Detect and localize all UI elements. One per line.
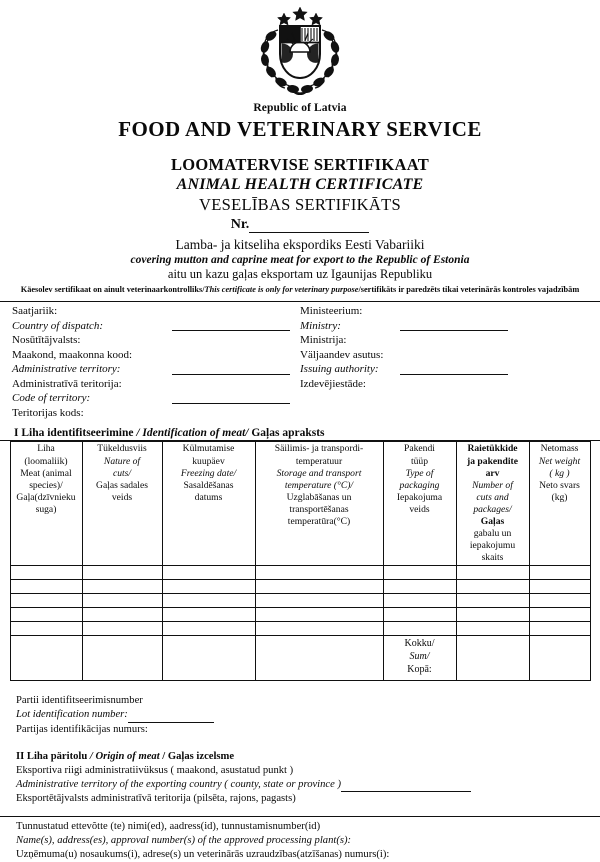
note-lv: /sertifikāts ir paredzēts tikai veterinārās kontroles vajadzībām [358,285,580,294]
issuing-authority-en: Issuing authority: [300,363,379,376]
section-one-heading-lv: Gaļas apraksts [248,427,325,440]
header-line: Säilimis- ja transpordi- [274,443,364,455]
table-cell[interactable] [162,566,255,580]
coat-of-arms-of-latvia-icon [254,4,346,100]
table-cell[interactable] [162,608,255,622]
country-of-dispatch-input[interactable] [172,330,290,331]
header-line: cuts and [476,491,509,503]
subtitle-et: Lamba- ja kitseliha ekspordiks Eesti Vabariiki [175,237,425,252]
issuing-authority-input[interactable] [400,374,508,375]
table-cell[interactable] [529,594,590,608]
note-et: Käesolev sertifikaat on ainult veterinaarkontrolliks/ [20,285,205,294]
country-of-dispatch-et: Saatjariik: [12,305,58,318]
header-line: (loomaliik) [24,455,68,467]
column-header-meat-species [10,442,82,566]
table-cell[interactable] [383,622,456,636]
header-line: Neto svars [539,479,580,491]
ministry-lv: Ministrija: [300,334,347,347]
header-line: ( kg ) [549,467,570,479]
dispatch-left-column [0,304,292,420]
header-line: temperatuur [295,455,343,467]
table-cell[interactable] [456,608,529,622]
country-of-dispatch-lv: Nosūtītājvalsts: [12,334,81,347]
header-line: Raietükkide [467,443,518,455]
administrative-territory-input[interactable] [172,374,290,375]
header-line: packaging [399,479,440,491]
header-line: Liha [37,443,55,455]
note-en: This certificate is only for veterinary purpose [204,285,359,294]
total-label-cell [383,636,456,681]
header-line: ja pakendite [467,455,518,467]
table-footer [10,636,590,681]
table-cell[interactable] [456,566,529,580]
table-cell[interactable] [82,580,162,594]
header-line: Tükeldusviis [97,443,147,455]
origin-territory-et: Eksportiva riigi administratiivüksus ( maakond, asustatud punkt ) [16,765,294,777]
header-line: arv [485,467,500,479]
table-row [10,622,590,636]
column-header-net-weight [529,442,590,566]
origin-territory-en-row [16,778,600,792]
table-cell[interactable] [255,594,383,608]
table-cell[interactable] [529,580,590,594]
total-weight-cell[interactable] [529,636,590,681]
header-line: cuts/ [112,467,132,479]
dispatch-right-column [292,304,600,420]
header-line: Storage and transport [276,467,362,479]
table-cell[interactable] [10,580,82,594]
country-of-dispatch-group [12,304,292,348]
administrative-territory-lv: Administratīvā teritorija: [12,377,122,390]
header-line: Iepakojuma [396,491,443,503]
table-cell[interactable] [82,594,162,608]
issuing-authority-group [300,348,600,392]
plant-name-en: Name(s), address(es), approval number(s) of the approved processing plant(s): [16,834,352,846]
col5-lines [459,443,527,564]
col4-lines [386,443,454,515]
header-line: skaits [481,552,504,564]
subtitle-en: covering mutton and caprine meat for export to the Republic of Estonia [130,254,470,266]
total-blank-4 [255,636,383,681]
table-cell[interactable] [529,608,590,622]
table-row [10,566,590,580]
total-label-et: Kokku/ [404,638,435,650]
col0-lines [13,443,80,515]
table-cell[interactable] [383,566,456,580]
ministry-en: Ministry: [300,319,341,332]
table-total-row [10,636,590,681]
section-two-heading [16,750,600,764]
table-cell[interactable] [10,566,82,580]
table-cell[interactable] [383,594,456,608]
header-line: gabalu un [473,528,512,540]
lot-number-input[interactable] [128,713,214,723]
table-cell[interactable] [529,622,590,636]
section-two-heading-et: II Liha päritolu [16,750,90,762]
service-title: FOOD AND VETERINARY SERVICE [118,117,482,141]
header-line: Gaļas [480,515,505,527]
header-line: Pakendi [404,443,435,455]
table-cell[interactable] [82,622,162,636]
header-line: Number of [472,479,513,491]
column-header-number-of-packages [456,442,529,566]
header-line: Netomass [540,443,579,455]
header-line: Type of [405,467,434,479]
section-two-heading-lv: / Gaļas izcelsme [159,750,235,762]
certificate-number-row [0,217,600,233]
meat-identification-table [10,441,591,681]
plant-name-et: Tunnustatud ettevõtte (te) nimi(ed), aadress(id), tunnustamisnumber(id) [16,820,321,832]
lot-number-en: Lot identification number: [16,709,128,721]
table-cell[interactable] [82,566,162,580]
section-one-heading-en: / Identification of meat/ [136,427,249,440]
processing-plant-block [0,820,600,862]
header-line: suga) [35,503,57,515]
origin-territory-lv: Eksportētājvalsts administratīvā teritorija (pilsēta, rajons, pagasts) [16,793,296,805]
col3-lines [258,443,381,528]
total-blank-3 [162,636,255,681]
header-line: iepakojumu [469,540,516,552]
col2-lines [165,443,253,503]
header-line: transportēšanas [289,503,349,515]
table-body [10,566,590,636]
administrative-territory-group [12,348,292,392]
code-of-territory-group [12,391,292,420]
col6-lines [532,443,588,503]
plant-name-lv: Uzņēmuma(u) nosaukums(i), adrese(s) un veterinārās uzraudzības(atzīšanas) numurs(i): [16,848,390,860]
origin-territory-en: Administrative territory of the exporting country ( county, state or province ) [16,779,342,791]
total-blank-1 [10,636,82,681]
header-line: veids [111,491,133,503]
table-cell[interactable] [456,622,529,636]
header-line: Freezing date/ [180,467,237,479]
header-line: Uzglabāšanas un [286,491,352,503]
certificate-number-input[interactable] [249,220,369,233]
emblem-container [0,0,600,100]
table-cell[interactable] [456,594,529,608]
header-line: (kg) [551,491,568,503]
header-line: temperature (°C)/ [284,479,354,491]
header-line: Net weight [538,455,581,467]
column-header-freezing-date [162,442,255,566]
header-line: Meat (animal [20,467,72,479]
republic-label: Republic of Latvia [253,102,347,114]
table-cell[interactable] [255,622,383,636]
table-cell[interactable] [529,566,590,580]
administrative-territory-et: Maakond, maakonna kood: [12,348,133,361]
header-line: Gaļas sadales [96,479,148,491]
table-row [10,594,590,608]
certificate-title-lv: VESELĪBAS SERTIFIKĀTS [199,195,401,214]
header-line: Külmutamise [182,443,235,455]
origin-territory-input[interactable] [341,782,471,792]
issuing-authority-et: Väljaandev asutus: [300,348,384,361]
section-two-heading-en: / Origin of meat [89,750,160,762]
table-cell[interactable] [255,580,383,594]
lot-number-et: Partii identifitseerimisnumber [16,695,143,707]
certificate-title-et: LOOMATERVISE SERTIFIKAAT [170,155,430,174]
header-line: species)/ [29,479,63,491]
subtitle-lv: aitu un kazu gaļas eksportam uz Igaunijas Republiku [167,267,433,281]
total-packages-cell[interactable] [456,636,529,681]
section-one-heading-et: I Liha identifitseerimine [14,427,134,440]
lot-identification-block [0,694,600,737]
table-row [10,580,590,594]
header-line: datums [194,491,223,503]
table-cell[interactable] [10,594,82,608]
country-of-dispatch-en: Country of dispatch: [12,319,104,332]
header-line: tüüp [410,455,429,467]
code-of-territory-input[interactable] [172,403,290,404]
section-one-heading [0,426,600,441]
total-label-lv: Kopā: [407,664,432,676]
table-cell[interactable] [162,622,255,636]
total-blank-2 [82,636,162,681]
lot-number-lv: Partijas identifikācijas numurs: [16,723,148,735]
column-header-storage-temperature [255,442,383,566]
certificate-title-en: ANIMAL HEALTH CERTIFICATE [176,176,424,193]
header-line: veids [409,503,430,515]
table-cell[interactable] [162,580,255,594]
certificate-number-label: Nr. [230,217,250,232]
code-of-territory-en: Code of territory: [12,392,91,405]
code-of-territory-lv: Teritorijas kods: [12,406,84,419]
table-cell[interactable] [383,580,456,594]
dispatch-block [0,302,600,420]
table-cell[interactable] [383,608,456,622]
header-line: temperatūra(°C) [287,515,351,527]
table-cell[interactable] [10,622,82,636]
header-line: Gaļa(dzīvnieku [16,491,76,503]
ministry-input[interactable] [400,330,508,331]
issuing-authority-lv: Izdevējiestāde: [300,377,366,390]
section-two-block [0,750,600,807]
administrative-territory-en: Administrative territory: [12,363,121,376]
veterinary-purpose-note [0,285,600,295]
table-cell[interactable] [82,608,162,622]
column-header-type-of-packaging [383,442,456,566]
table-row [10,608,590,622]
col1-lines [85,443,160,503]
table-header-row [10,442,590,566]
table-cell[interactable] [162,594,255,608]
ministry-group [300,304,600,348]
lot-number-en-row [16,708,600,722]
total-label-en: Sum/ [409,651,430,663]
header-line: packages/ [473,503,512,515]
header-line: Nature of [103,455,141,467]
table-cell[interactable] [255,566,383,580]
table-cell[interactable] [255,608,383,622]
table-cell[interactable] [10,608,82,622]
column-header-nature-of-cuts [82,442,162,566]
header-line: kuupäev [192,455,225,467]
header-line: Sasaldēšanas [183,479,234,491]
ministry-et: Ministeerium: [300,305,363,318]
table-cell[interactable] [456,580,529,594]
